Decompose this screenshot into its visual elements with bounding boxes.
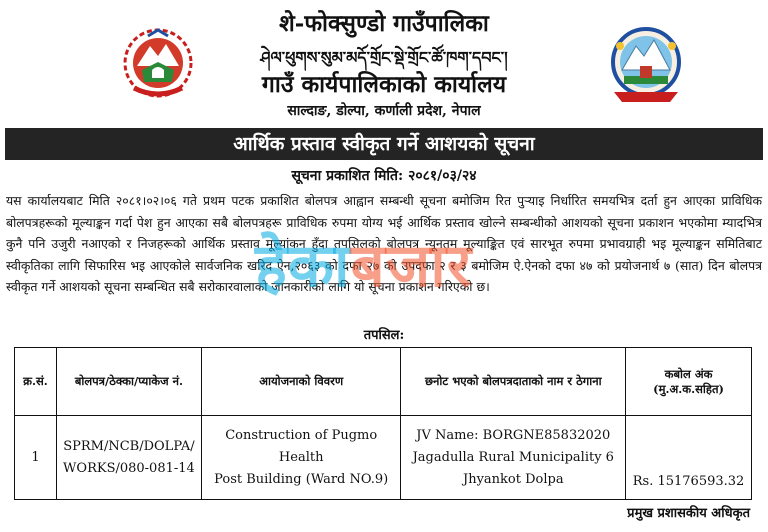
cell-sn: 1 — [15, 416, 57, 500]
award-table — [14, 347, 752, 500]
cell-project — [201, 416, 401, 500]
project-line-2: Post Building (Ward NO.9) — [214, 471, 389, 487]
col-header-bidder: छनोट भएको बोलपत्रदाताको नाम र ठेगाना — [401, 348, 626, 416]
package-line-1: SPRM/NCB/DOLPA/ — [63, 438, 195, 454]
municipality-logo-icon — [610, 26, 682, 106]
bidder-line-3: Jhyankot Dolpa — [462, 471, 564, 487]
col-header-package: बोलपत्र/ठेक्का/प्याकेज नं. — [56, 348, 201, 416]
package-line-2: WORKS/080-081-14 — [63, 460, 195, 476]
col-header-sn: क्र.सं. — [15, 348, 57, 416]
col-header-project: आयोजनाको विवरण — [201, 348, 401, 416]
watermark-part-2: बजार — [350, 231, 473, 301]
details-label: तपसिल: — [363, 328, 405, 343]
table-header-row — [15, 348, 752, 416]
bidder-line-2: Jagadulla Rural Municipality 6 — [412, 449, 614, 465]
notice-body: यस कार्यालयबाट मिति २०८१।०२।०६ गते प्रथम पटक प्रकाशित बोलपत्र आह्वान सम्बन्धी सूचना बमोजिम रित पुऱ्याइ निर्धारित समयभित्र दर्ता हुन आएका प्राविधिक बोलपत्रहरूको मूल्याङ्कन गर्दा पेश हुन आएका सबै बोलपत्रहरू प्राविधिक रुपमा योग्य भई आर्थिक प्रस्ताव खोल्ने सम्बन्धीको आशयको सूचना प्रकाशन भएकोमा म्यादभित्र कुनै पनि उजुरी नआएको र निजहरूको आर्थिक प्रस्ताव मूल्यांकन हुँदा तपसिलको बोलपत्र न्यूनतम मूल्याङ्कित एवं सारभूत रुपमा प्रभावग्राही भइ मूल्याङ्कन समितिबाट स्वीकृतिका लागि सिफारिस भइ आएकोले सार्वजनिक खरिद ऐन,२०६३ को दफा २७ को उपदफा २ र ३ बमोजिम ऐ.ऐनको दफा ४७ को प्रयोजनार्थ ७ (सात) दिन बोलपत्र स्वीकृत गर्ने आशयको सूचना सम्बन्धित सबै सरोकारवालाको जानकारीको लागि यो सूचना प्रकाशन गरिएको छ। — [6, 193, 762, 294]
letterhead — [0, 0, 768, 128]
signature-title: प्रमुख प्रशासकीय अधिकृत — [627, 506, 750, 521]
watermark-part-1: हेका — [255, 231, 351, 301]
col-header-amount: कबोल अंक (मु.अ.क.सहित) — [626, 348, 752, 416]
notice-title-banner: आर्थिक प्रस्ताव स्वीकृत गर्ने आशयको सूचना — [5, 128, 763, 160]
table-row — [15, 416, 752, 500]
cell-bidder — [401, 416, 626, 500]
project-line-1: Construction of Pugmo Health — [225, 427, 378, 465]
bidder-line-1: JV Name: BORGNE85832020 — [416, 427, 611, 443]
office-address: साल्दाङ, डोल्पा, कर्णाली प्रदेश, नेपाल — [287, 103, 481, 119]
bid-amount: Rs. 15176593.32 — [632, 474, 745, 489]
published-date: सूचना प्रकाशित मिति: २०८१/०३/२४ — [291, 168, 477, 184]
municipality-name-tibetan: ཤེལ་ཕུགས་སུམ་མདོ་གྲོང་སྡེ་གྲོང་ཚོ་ཁག་དབང་། — [260, 48, 508, 67]
cell-amount — [626, 416, 752, 500]
cell-package — [56, 416, 201, 500]
office-title: गाउँ कार्यपालिकाको कार्यालय — [261, 71, 507, 98]
municipality-name: शे-फोक्सुण्डो गाउँपालिका — [279, 10, 489, 37]
